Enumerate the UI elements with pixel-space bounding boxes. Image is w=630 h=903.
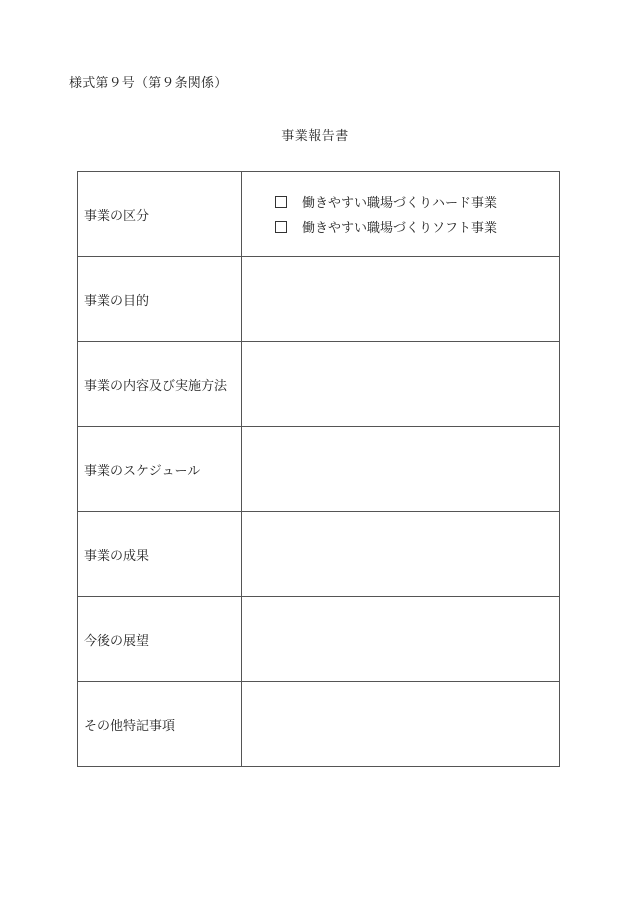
- row-label: 事業の成果: [78, 512, 242, 597]
- row-label: 事業の目的: [78, 257, 242, 342]
- table-row-category: [78, 172, 560, 257]
- table-row-schedule: [78, 427, 560, 512]
- schedule-field[interactable]: [242, 427, 560, 512]
- purpose-field[interactable]: [242, 257, 560, 342]
- document-title: 事業報告書: [281, 129, 349, 144]
- category-checkbox-list: [242, 189, 559, 239]
- checkbox-icon[interactable]: [275, 221, 287, 233]
- row-label: 事業の内容及び実施方法: [78, 342, 242, 427]
- report-table: [77, 171, 560, 767]
- category-options-cell: [242, 172, 560, 257]
- table-row-purpose: [78, 257, 560, 342]
- checkbox-option-soft[interactable]: [275, 214, 559, 239]
- outlook-field[interactable]: [242, 597, 560, 682]
- checkbox-label: 働きやすい職場づくりハード事業: [302, 196, 498, 211]
- table-row-content-method: [78, 342, 560, 427]
- checkbox-label: 働きやすい職場づくりソフト事業: [302, 221, 498, 236]
- row-label: 事業の区分: [78, 172, 242, 257]
- content-method-field[interactable]: [242, 342, 560, 427]
- table-row-other-notes: [78, 682, 560, 767]
- results-field[interactable]: [242, 512, 560, 597]
- row-label: その他特記事項: [78, 682, 242, 767]
- checkbox-icon[interactable]: [275, 196, 287, 208]
- other-notes-field[interactable]: [242, 682, 560, 767]
- table-row-results: [78, 512, 560, 597]
- form-number: 様式第９号（第９条関係）: [69, 76, 228, 91]
- row-label: 事業のスケジュール: [78, 427, 242, 512]
- table-row-outlook: [78, 597, 560, 682]
- row-label: 今後の展望: [78, 597, 242, 682]
- checkbox-option-hard[interactable]: [275, 189, 559, 214]
